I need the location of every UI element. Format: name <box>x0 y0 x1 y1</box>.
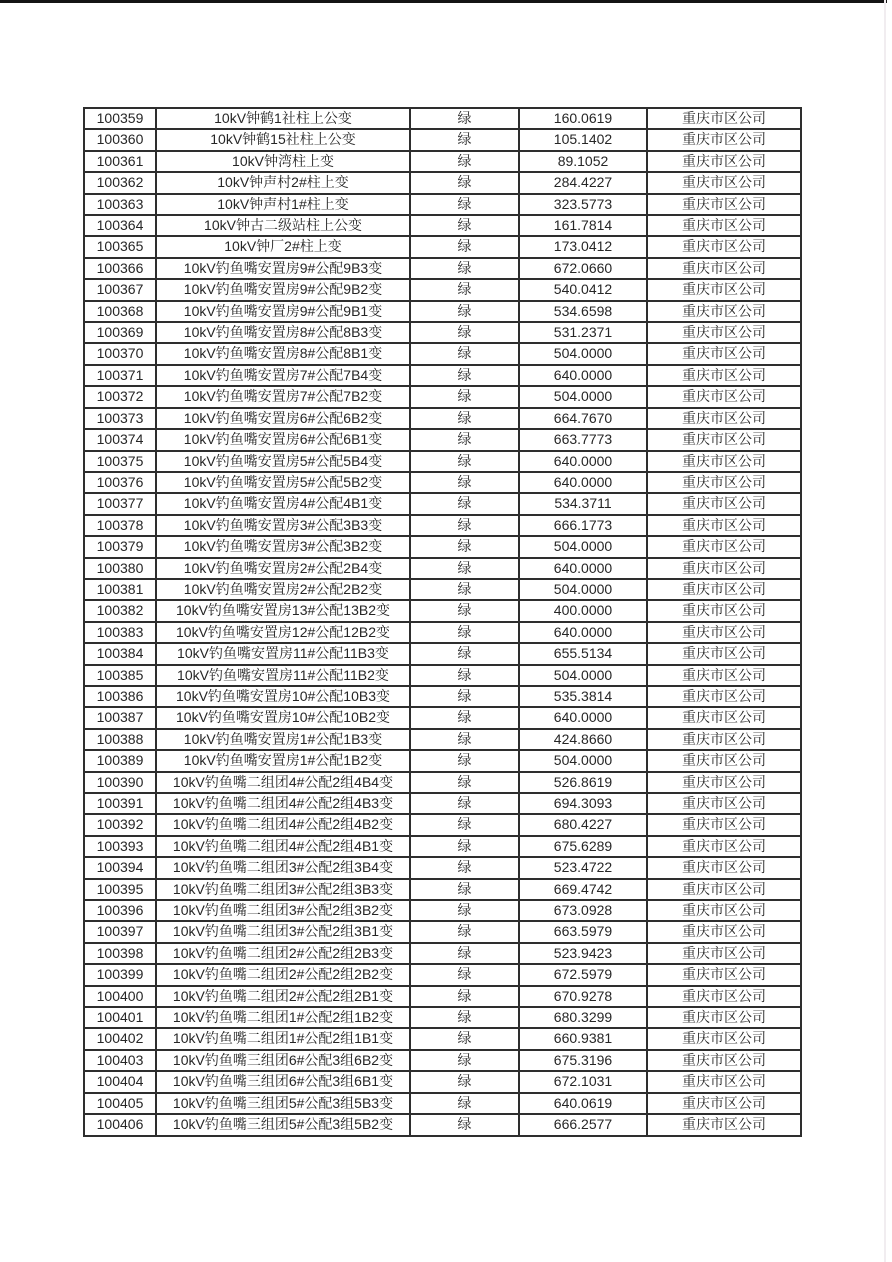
table-row <box>84 365 801 386</box>
cell-status: 绿 <box>410 515 519 536</box>
cell-company: 重庆市区公司 <box>647 686 801 707</box>
cell-company: 重庆市区公司 <box>647 793 801 814</box>
cell-value: 504.0000 <box>519 579 647 600</box>
cell-value: 666.1773 <box>519 515 647 536</box>
cell-value: 526.8619 <box>519 772 647 793</box>
cell-value: 531.2371 <box>519 322 647 343</box>
cell-name: 10kV钟湾柱上变 <box>156 151 410 172</box>
cell-company: 重庆市区公司 <box>647 408 801 429</box>
cell-status: 绿 <box>410 129 519 150</box>
table-row <box>84 921 801 942</box>
cell-value: 673.0928 <box>519 900 647 921</box>
cell-name: 10kV钟声村2#柱上变 <box>156 172 410 193</box>
cell-value: 640.0000 <box>519 472 647 493</box>
cell-name: 10kV钓鱼嘴安置房3#公配3B2变 <box>156 536 410 557</box>
cell-id: 100367 <box>84 279 156 300</box>
cell-name: 10kV钓鱼嘴安置房4#公配4B1变 <box>156 493 410 514</box>
page-right-border <box>884 0 886 1262</box>
cell-value: 89.1052 <box>519 151 647 172</box>
table-row <box>84 686 801 707</box>
cell-name: 10kV钓鱼嘴二组团2#公配2组2B3变 <box>156 943 410 964</box>
cell-id: 100375 <box>84 451 156 472</box>
cell-id: 100392 <box>84 814 156 835</box>
cell-status: 绿 <box>410 236 519 257</box>
cell-value: 173.0412 <box>519 236 647 257</box>
cell-status: 绿 <box>410 279 519 300</box>
cell-id: 100381 <box>84 579 156 600</box>
cell-name: 10kV钓鱼嘴安置房6#公配6B2变 <box>156 408 410 429</box>
cell-id: 100373 <box>84 408 156 429</box>
cell-name: 10kV钓鱼嘴安置房5#公配5B4变 <box>156 451 410 472</box>
cell-status: 绿 <box>410 943 519 964</box>
table-row <box>84 194 801 215</box>
cell-status: 绿 <box>410 1007 519 1028</box>
cell-name: 10kV钓鱼嘴二组团1#公配2组1B1变 <box>156 1028 410 1049</box>
cell-name: 10kV钓鱼嘴安置房8#公配8B1变 <box>156 343 410 364</box>
cell-name: 10kV钓鱼嘴三组团6#公配3组6B2变 <box>156 1050 410 1071</box>
cell-value: 504.0000 <box>519 750 647 771</box>
cell-company: 重庆市区公司 <box>647 172 801 193</box>
cell-name: 10kV钓鱼嘴二组团2#公配2组2B2变 <box>156 964 410 985</box>
cell-company: 重庆市区公司 <box>647 665 801 686</box>
cell-value: 672.0660 <box>519 258 647 279</box>
table-row <box>84 1071 801 1092</box>
cell-id: 100406 <box>84 1114 156 1135</box>
table-row <box>84 108 801 129</box>
cell-company: 重庆市区公司 <box>647 622 801 643</box>
cell-value: 504.0000 <box>519 536 647 557</box>
cell-value: 675.3196 <box>519 1050 647 1071</box>
cell-value: 105.1402 <box>519 129 647 150</box>
cell-status: 绿 <box>410 1028 519 1049</box>
cell-status: 绿 <box>410 772 519 793</box>
cell-value: 523.9423 <box>519 943 647 964</box>
table-row <box>84 408 801 429</box>
table-row <box>84 1007 801 1028</box>
cell-company: 重庆市区公司 <box>647 579 801 600</box>
cell-company: 重庆市区公司 <box>647 558 801 579</box>
cell-id: 100398 <box>84 943 156 964</box>
cell-status: 绿 <box>410 451 519 472</box>
cell-name: 10kV钓鱼嘴三组团5#公配3组5B2变 <box>156 1114 410 1135</box>
cell-company: 重庆市区公司 <box>647 365 801 386</box>
cell-company: 重庆市区公司 <box>647 1050 801 1071</box>
cell-id: 100397 <box>84 921 156 942</box>
cell-value: 666.2577 <box>519 1114 647 1135</box>
cell-name: 10kV钓鱼嘴安置房10#公配10B2变 <box>156 707 410 728</box>
cell-status: 绿 <box>410 322 519 343</box>
cell-company: 重庆市区公司 <box>647 986 801 1007</box>
cell-status: 绿 <box>410 729 519 750</box>
table-row <box>84 343 801 364</box>
cell-id: 100405 <box>84 1093 156 1114</box>
cell-status: 绿 <box>410 964 519 985</box>
table-row <box>84 772 801 793</box>
cell-id: 100399 <box>84 964 156 985</box>
cell-company: 重庆市区公司 <box>647 772 801 793</box>
cell-value: 534.6598 <box>519 301 647 322</box>
cell-status: 绿 <box>410 900 519 921</box>
cell-id: 100388 <box>84 729 156 750</box>
cell-status: 绿 <box>410 622 519 643</box>
table-row <box>84 986 801 1007</box>
table-row <box>84 900 801 921</box>
cell-status: 绿 <box>410 558 519 579</box>
page-top-border <box>0 0 887 3</box>
cell-name: 10kV钓鱼嘴二组团4#公配2组4B4变 <box>156 772 410 793</box>
cell-company: 重庆市区公司 <box>647 451 801 472</box>
cell-company: 重庆市区公司 <box>647 429 801 450</box>
cell-value: 640.0619 <box>519 1093 647 1114</box>
cell-id: 100364 <box>84 215 156 236</box>
cell-status: 绿 <box>410 472 519 493</box>
table-row <box>84 236 801 257</box>
cell-id: 100402 <box>84 1028 156 1049</box>
table-row <box>84 558 801 579</box>
cell-company: 重庆市区公司 <box>647 258 801 279</box>
cell-id: 100382 <box>84 600 156 621</box>
cell-id: 100371 <box>84 365 156 386</box>
table-row <box>84 301 801 322</box>
cell-company: 重庆市区公司 <box>647 129 801 150</box>
cell-value: 664.7670 <box>519 408 647 429</box>
cell-id: 100368 <box>84 301 156 322</box>
cell-company: 重庆市区公司 <box>647 108 801 129</box>
cell-name: 10kV钓鱼嘴安置房11#公配11B3变 <box>156 643 410 664</box>
table-row <box>84 579 801 600</box>
cell-company: 重庆市区公司 <box>647 943 801 964</box>
cell-id: 100376 <box>84 472 156 493</box>
cell-value: 640.0000 <box>519 707 647 728</box>
cell-id: 100370 <box>84 343 156 364</box>
cell-company: 重庆市区公司 <box>647 386 801 407</box>
table-row <box>84 215 801 236</box>
cell-value: 680.3299 <box>519 1007 647 1028</box>
table-body <box>84 108 801 1136</box>
cell-id: 100396 <box>84 900 156 921</box>
cell-name: 10kV钓鱼嘴安置房1#公配1B3变 <box>156 729 410 750</box>
cell-value: 504.0000 <box>519 343 647 364</box>
cell-name: 10kV钓鱼嘴安置房12#公配12B2变 <box>156 622 410 643</box>
cell-company: 重庆市区公司 <box>647 750 801 771</box>
table-row <box>84 857 801 878</box>
cell-name: 10kV钓鱼嘴二组团4#公配2组4B1变 <box>156 836 410 857</box>
cell-status: 绿 <box>410 536 519 557</box>
cell-id: 100377 <box>84 493 156 514</box>
cell-value: 663.5979 <box>519 921 647 942</box>
cell-id: 100389 <box>84 750 156 771</box>
cell-name: 10kV钓鱼嘴安置房5#公配5B2变 <box>156 472 410 493</box>
cell-status: 绿 <box>410 600 519 621</box>
cell-company: 重庆市区公司 <box>647 493 801 514</box>
cell-value: 400.0000 <box>519 600 647 621</box>
cell-status: 绿 <box>410 836 519 857</box>
cell-company: 重庆市区公司 <box>647 1093 801 1114</box>
cell-company: 重庆市区公司 <box>647 900 801 921</box>
table-row <box>84 429 801 450</box>
cell-name: 10kV钓鱼嘴安置房7#公配7B2变 <box>156 386 410 407</box>
cell-status: 绿 <box>410 194 519 215</box>
table-row <box>84 707 801 728</box>
cell-value: 640.0000 <box>519 622 647 643</box>
cell-value: 284.4227 <box>519 172 647 193</box>
cell-value: 323.5773 <box>519 194 647 215</box>
cell-value: 504.0000 <box>519 386 647 407</box>
cell-company: 重庆市区公司 <box>647 836 801 857</box>
cell-company: 重庆市区公司 <box>647 921 801 942</box>
table-row <box>84 643 801 664</box>
cell-status: 绿 <box>410 301 519 322</box>
cell-id: 100395 <box>84 879 156 900</box>
cell-company: 重庆市区公司 <box>647 1007 801 1028</box>
cell-value: 672.5979 <box>519 964 647 985</box>
cell-id: 100369 <box>84 322 156 343</box>
table-row <box>84 943 801 964</box>
cell-name: 10kV钓鱼嘴二组团4#公配2组4B2变 <box>156 814 410 835</box>
cell-company: 重庆市区公司 <box>647 814 801 835</box>
cell-name: 10kV钓鱼嘴安置房9#公配9B3变 <box>156 258 410 279</box>
cell-name: 10kV钓鱼嘴安置房9#公配9B1变 <box>156 301 410 322</box>
cell-id: 100380 <box>84 558 156 579</box>
cell-name: 10kV钓鱼嘴二组团2#公配2组2B1变 <box>156 986 410 1007</box>
table-row <box>84 793 801 814</box>
table-row <box>84 964 801 985</box>
cell-id: 100384 <box>84 643 156 664</box>
cell-status: 绿 <box>410 408 519 429</box>
table-row <box>84 279 801 300</box>
cell-name: 10kV钓鱼嘴安置房8#公配8B3变 <box>156 322 410 343</box>
cell-company: 重庆市区公司 <box>647 879 801 900</box>
cell-company: 重庆市区公司 <box>647 964 801 985</box>
cell-status: 绿 <box>410 579 519 600</box>
cell-name: 10kV钓鱼嘴安置房9#公配9B2变 <box>156 279 410 300</box>
cell-company: 重庆市区公司 <box>647 600 801 621</box>
cell-company: 重庆市区公司 <box>647 707 801 728</box>
table-row <box>84 1050 801 1071</box>
table-row <box>84 814 801 835</box>
cell-value: 680.4227 <box>519 814 647 835</box>
cell-value: 534.3711 <box>519 493 647 514</box>
cell-company: 重庆市区公司 <box>647 729 801 750</box>
table-row <box>84 472 801 493</box>
cell-status: 绿 <box>410 365 519 386</box>
cell-status: 绿 <box>410 343 519 364</box>
cell-name: 10kV钟厂2#柱上变 <box>156 236 410 257</box>
table-row <box>84 515 801 536</box>
cell-id: 100385 <box>84 665 156 686</box>
cell-value: 540.0412 <box>519 279 647 300</box>
cell-status: 绿 <box>410 1050 519 1071</box>
cell-value: 669.4742 <box>519 879 647 900</box>
cell-id: 100383 <box>84 622 156 643</box>
cell-name: 10kV钓鱼嘴安置房3#公配3B3变 <box>156 515 410 536</box>
cell-value: 504.0000 <box>519 665 647 686</box>
table-row <box>84 836 801 857</box>
cell-name: 10kV钓鱼嘴三组团6#公配3组6B1变 <box>156 1071 410 1092</box>
cell-status: 绿 <box>410 986 519 1007</box>
cell-id: 100359 <box>84 108 156 129</box>
cell-value: 670.9278 <box>519 986 647 1007</box>
cell-id: 100379 <box>84 536 156 557</box>
cell-name: 10kV钓鱼嘴安置房2#公配2B2变 <box>156 579 410 600</box>
table-row <box>84 600 801 621</box>
cell-company: 重庆市区公司 <box>647 301 801 322</box>
cell-status: 绿 <box>410 151 519 172</box>
cell-value: 161.7814 <box>519 215 647 236</box>
cell-id: 100361 <box>84 151 156 172</box>
table-row <box>84 1093 801 1114</box>
cell-name: 10kV钓鱼嘴二组团4#公配2组4B3变 <box>156 793 410 814</box>
cell-id: 100360 <box>84 129 156 150</box>
cell-company: 重庆市区公司 <box>647 279 801 300</box>
cell-id: 100372 <box>84 386 156 407</box>
cell-status: 绿 <box>410 793 519 814</box>
cell-name: 10kV钟鹤1社柱上公变 <box>156 108 410 129</box>
cell-value: 640.0000 <box>519 365 647 386</box>
cell-id: 100378 <box>84 515 156 536</box>
cell-status: 绿 <box>410 258 519 279</box>
cell-name: 10kV钟声村1#柱上变 <box>156 194 410 215</box>
cell-name: 10kV钓鱼嘴安置房7#公配7B4变 <box>156 365 410 386</box>
table-row <box>84 322 801 343</box>
cell-name: 10kV钓鱼嘴二组团3#公配2组3B4变 <box>156 857 410 878</box>
table-row <box>84 729 801 750</box>
cell-name: 10kV钓鱼嘴安置房1#公配1B2变 <box>156 750 410 771</box>
table-row <box>84 622 801 643</box>
cell-name: 10kV钓鱼嘴二组团3#公配2组3B1变 <box>156 921 410 942</box>
table-row <box>84 536 801 557</box>
cell-id: 100374 <box>84 429 156 450</box>
table-row <box>84 665 801 686</box>
cell-company: 重庆市区公司 <box>647 236 801 257</box>
cell-status: 绿 <box>410 814 519 835</box>
cell-company: 重庆市区公司 <box>647 151 801 172</box>
cell-value: 672.1031 <box>519 1071 647 1092</box>
cell-id: 100362 <box>84 172 156 193</box>
cell-name: 10kV钓鱼嘴安置房10#公配10B3变 <box>156 686 410 707</box>
cell-status: 绿 <box>410 172 519 193</box>
cell-value: 640.0000 <box>519 558 647 579</box>
cell-name: 10kV钓鱼嘴二组团3#公配2组3B2变 <box>156 900 410 921</box>
cell-company: 重庆市区公司 <box>647 343 801 364</box>
cell-status: 绿 <box>410 921 519 942</box>
cell-name: 10kV钓鱼嘴三组团5#公配3组5B3变 <box>156 1093 410 1114</box>
cell-name: 10kV钓鱼嘴二组团3#公配2组3B3变 <box>156 879 410 900</box>
cell-company: 重庆市区公司 <box>647 194 801 215</box>
cell-id: 100366 <box>84 258 156 279</box>
cell-id: 100391 <box>84 793 156 814</box>
cell-status: 绿 <box>410 879 519 900</box>
cell-value: 675.6289 <box>519 836 647 857</box>
cell-name: 10kV钓鱼嘴安置房2#公配2B4变 <box>156 558 410 579</box>
cell-company: 重庆市区公司 <box>647 215 801 236</box>
cell-status: 绿 <box>410 493 519 514</box>
cell-value: 694.3093 <box>519 793 647 814</box>
cell-company: 重庆市区公司 <box>647 515 801 536</box>
cell-name: 10kV钓鱼嘴安置房13#公配13B2变 <box>156 600 410 621</box>
data-table-container <box>83 107 802 1137</box>
cell-id: 100400 <box>84 986 156 1007</box>
table-row <box>84 129 801 150</box>
cell-id: 100394 <box>84 857 156 878</box>
cell-id: 100365 <box>84 236 156 257</box>
table-row <box>84 151 801 172</box>
cell-id: 100393 <box>84 836 156 857</box>
cell-name: 10kV钓鱼嘴安置房11#公配11B2变 <box>156 665 410 686</box>
table-row <box>84 493 801 514</box>
cell-id: 100363 <box>84 194 156 215</box>
cell-company: 重庆市区公司 <box>647 1114 801 1135</box>
cell-company: 重庆市区公司 <box>647 322 801 343</box>
table-row <box>84 451 801 472</box>
table-row <box>84 1028 801 1049</box>
table-row <box>84 750 801 771</box>
cell-value: 424.8660 <box>519 729 647 750</box>
cell-value: 535.3814 <box>519 686 647 707</box>
cell-id: 100404 <box>84 1071 156 1092</box>
cell-company: 重庆市区公司 <box>647 472 801 493</box>
cell-name: 10kV钓鱼嘴安置房6#公配6B1变 <box>156 429 410 450</box>
cell-status: 绿 <box>410 686 519 707</box>
cell-status: 绿 <box>410 1071 519 1092</box>
cell-value: 660.9381 <box>519 1028 647 1049</box>
cell-name: 10kV钟古二级站柱上公变 <box>156 215 410 236</box>
cell-value: 655.5134 <box>519 643 647 664</box>
cell-status: 绿 <box>410 643 519 664</box>
cell-status: 绿 <box>410 1114 519 1135</box>
cell-company: 重庆市区公司 <box>647 857 801 878</box>
cell-company: 重庆市区公司 <box>647 643 801 664</box>
cell-id: 100403 <box>84 1050 156 1071</box>
cell-value: 640.0000 <box>519 451 647 472</box>
cell-status: 绿 <box>410 665 519 686</box>
cell-status: 绿 <box>410 707 519 728</box>
cell-id: 100387 <box>84 707 156 728</box>
cell-status: 绿 <box>410 386 519 407</box>
cell-value: 160.0619 <box>519 108 647 129</box>
cell-value: 663.7773 <box>519 429 647 450</box>
cell-company: 重庆市区公司 <box>647 536 801 557</box>
cell-name: 10kV钓鱼嘴二组团1#公配2组1B2变 <box>156 1007 410 1028</box>
cell-status: 绿 <box>410 750 519 771</box>
cell-id: 100386 <box>84 686 156 707</box>
cell-status: 绿 <box>410 215 519 236</box>
data-table <box>83 107 802 1137</box>
cell-company: 重庆市区公司 <box>647 1071 801 1092</box>
cell-company: 重庆市区公司 <box>647 1028 801 1049</box>
table-row <box>84 172 801 193</box>
cell-status: 绿 <box>410 1093 519 1114</box>
cell-status: 绿 <box>410 429 519 450</box>
cell-value: 523.4722 <box>519 857 647 878</box>
cell-status: 绿 <box>410 857 519 878</box>
table-row <box>84 258 801 279</box>
cell-id: 100401 <box>84 1007 156 1028</box>
table-row <box>84 1114 801 1135</box>
cell-status: 绿 <box>410 108 519 129</box>
cell-name: 10kV钟鹤15社柱上公变 <box>156 129 410 150</box>
table-row <box>84 386 801 407</box>
table-row <box>84 879 801 900</box>
cell-id: 100390 <box>84 772 156 793</box>
